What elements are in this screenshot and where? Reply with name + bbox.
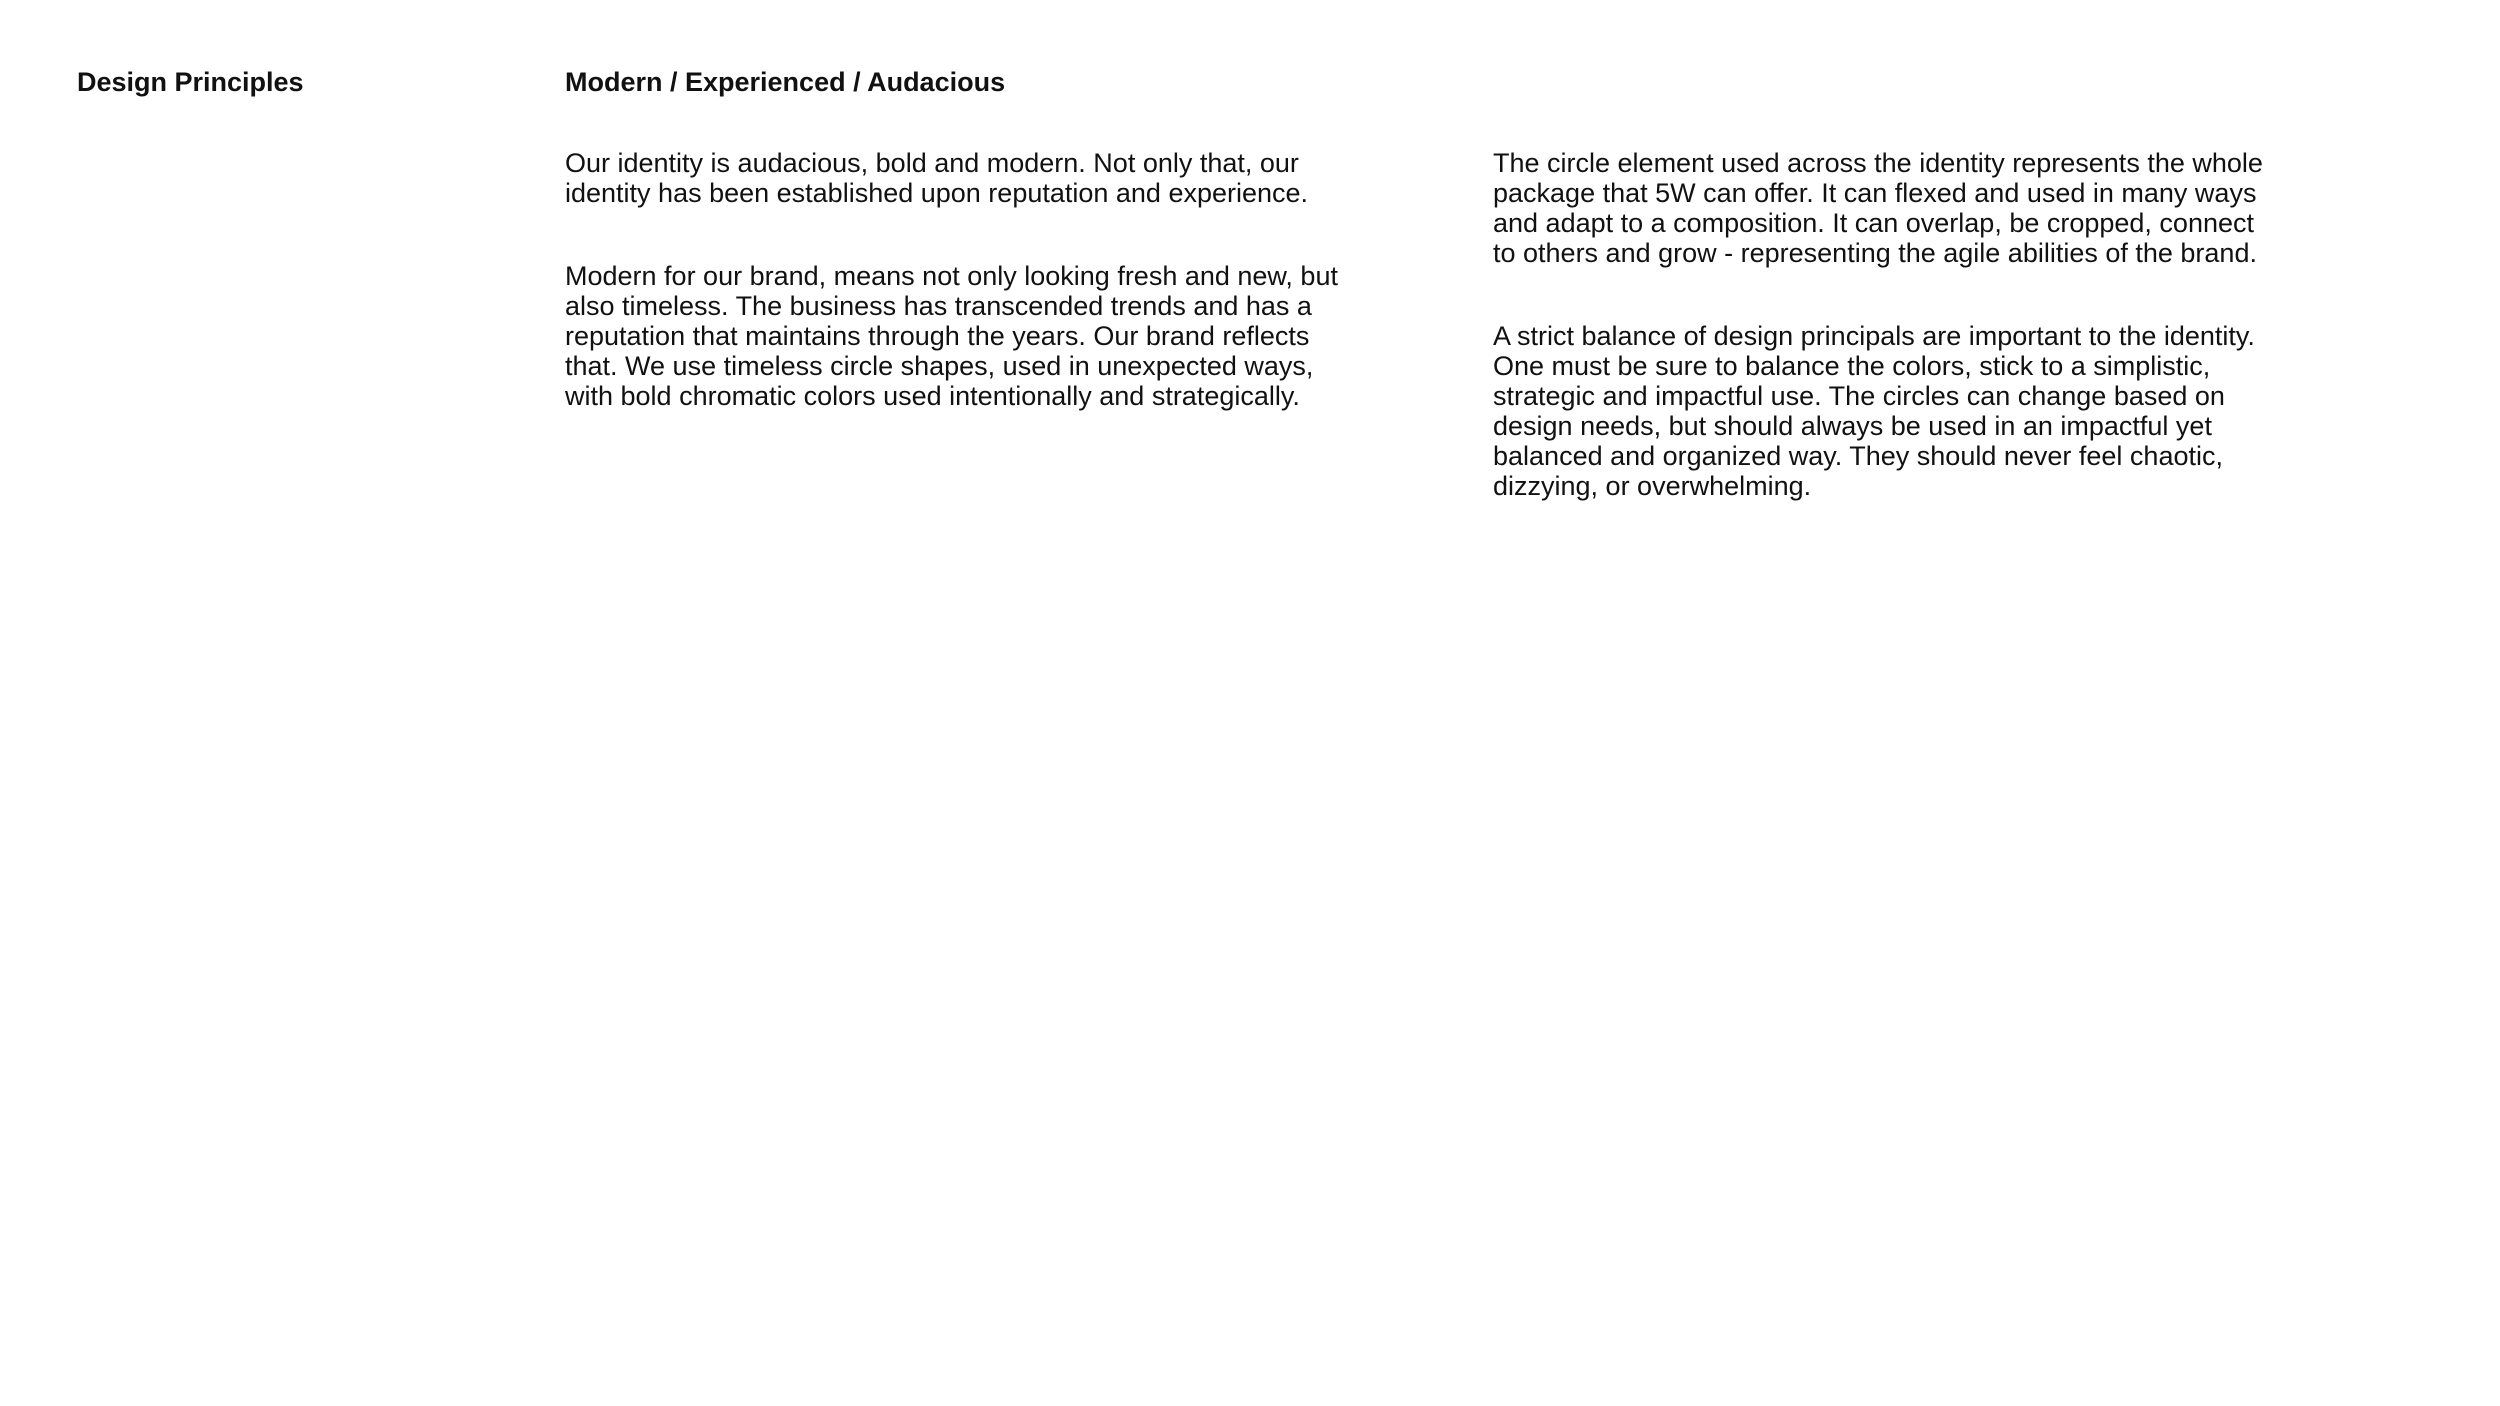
paragraph-circle-element: The circle element used across the identity represents the whole package that 5W can offer. It can flexed and used in many ways and adapt to a composition. It can overlap, be cropped, connect to others and grow - representing the agile abilities of the brand.	[1493, 148, 2263, 268]
paragraph-modern: Modern for our brand, means not only looking fresh and new, but also timeless. The business has transcended trends and has a reputation that maintains through the years. Our brand reflects that. We use timeless circle shapes, used in unexpected ways, with bold chromatic colors used intentionally and strategically.	[565, 261, 1338, 411]
left-text-column	[565, 148, 1435, 411]
section-label: Design Principles	[77, 67, 304, 97]
paragraph-balance: A strict balance of design principals are important to the identity. One must be sure to balance the colors, stick to a simplistic, strategic and impactful use. The circles can change based on design needs, but should always be used in an impactful yet balanced and organized way. They should never feel chaotic, dizzying, or overwhelming.	[1493, 321, 2255, 501]
right-text-column	[1493, 148, 2373, 501]
paragraph-identity-intro: Our identity is audacious, bold and modern. Not only that, our identity has been established upon reputation and experience.	[565, 148, 1309, 208]
page-subtitle: Modern / Experienced / Audacious	[565, 67, 1006, 97]
